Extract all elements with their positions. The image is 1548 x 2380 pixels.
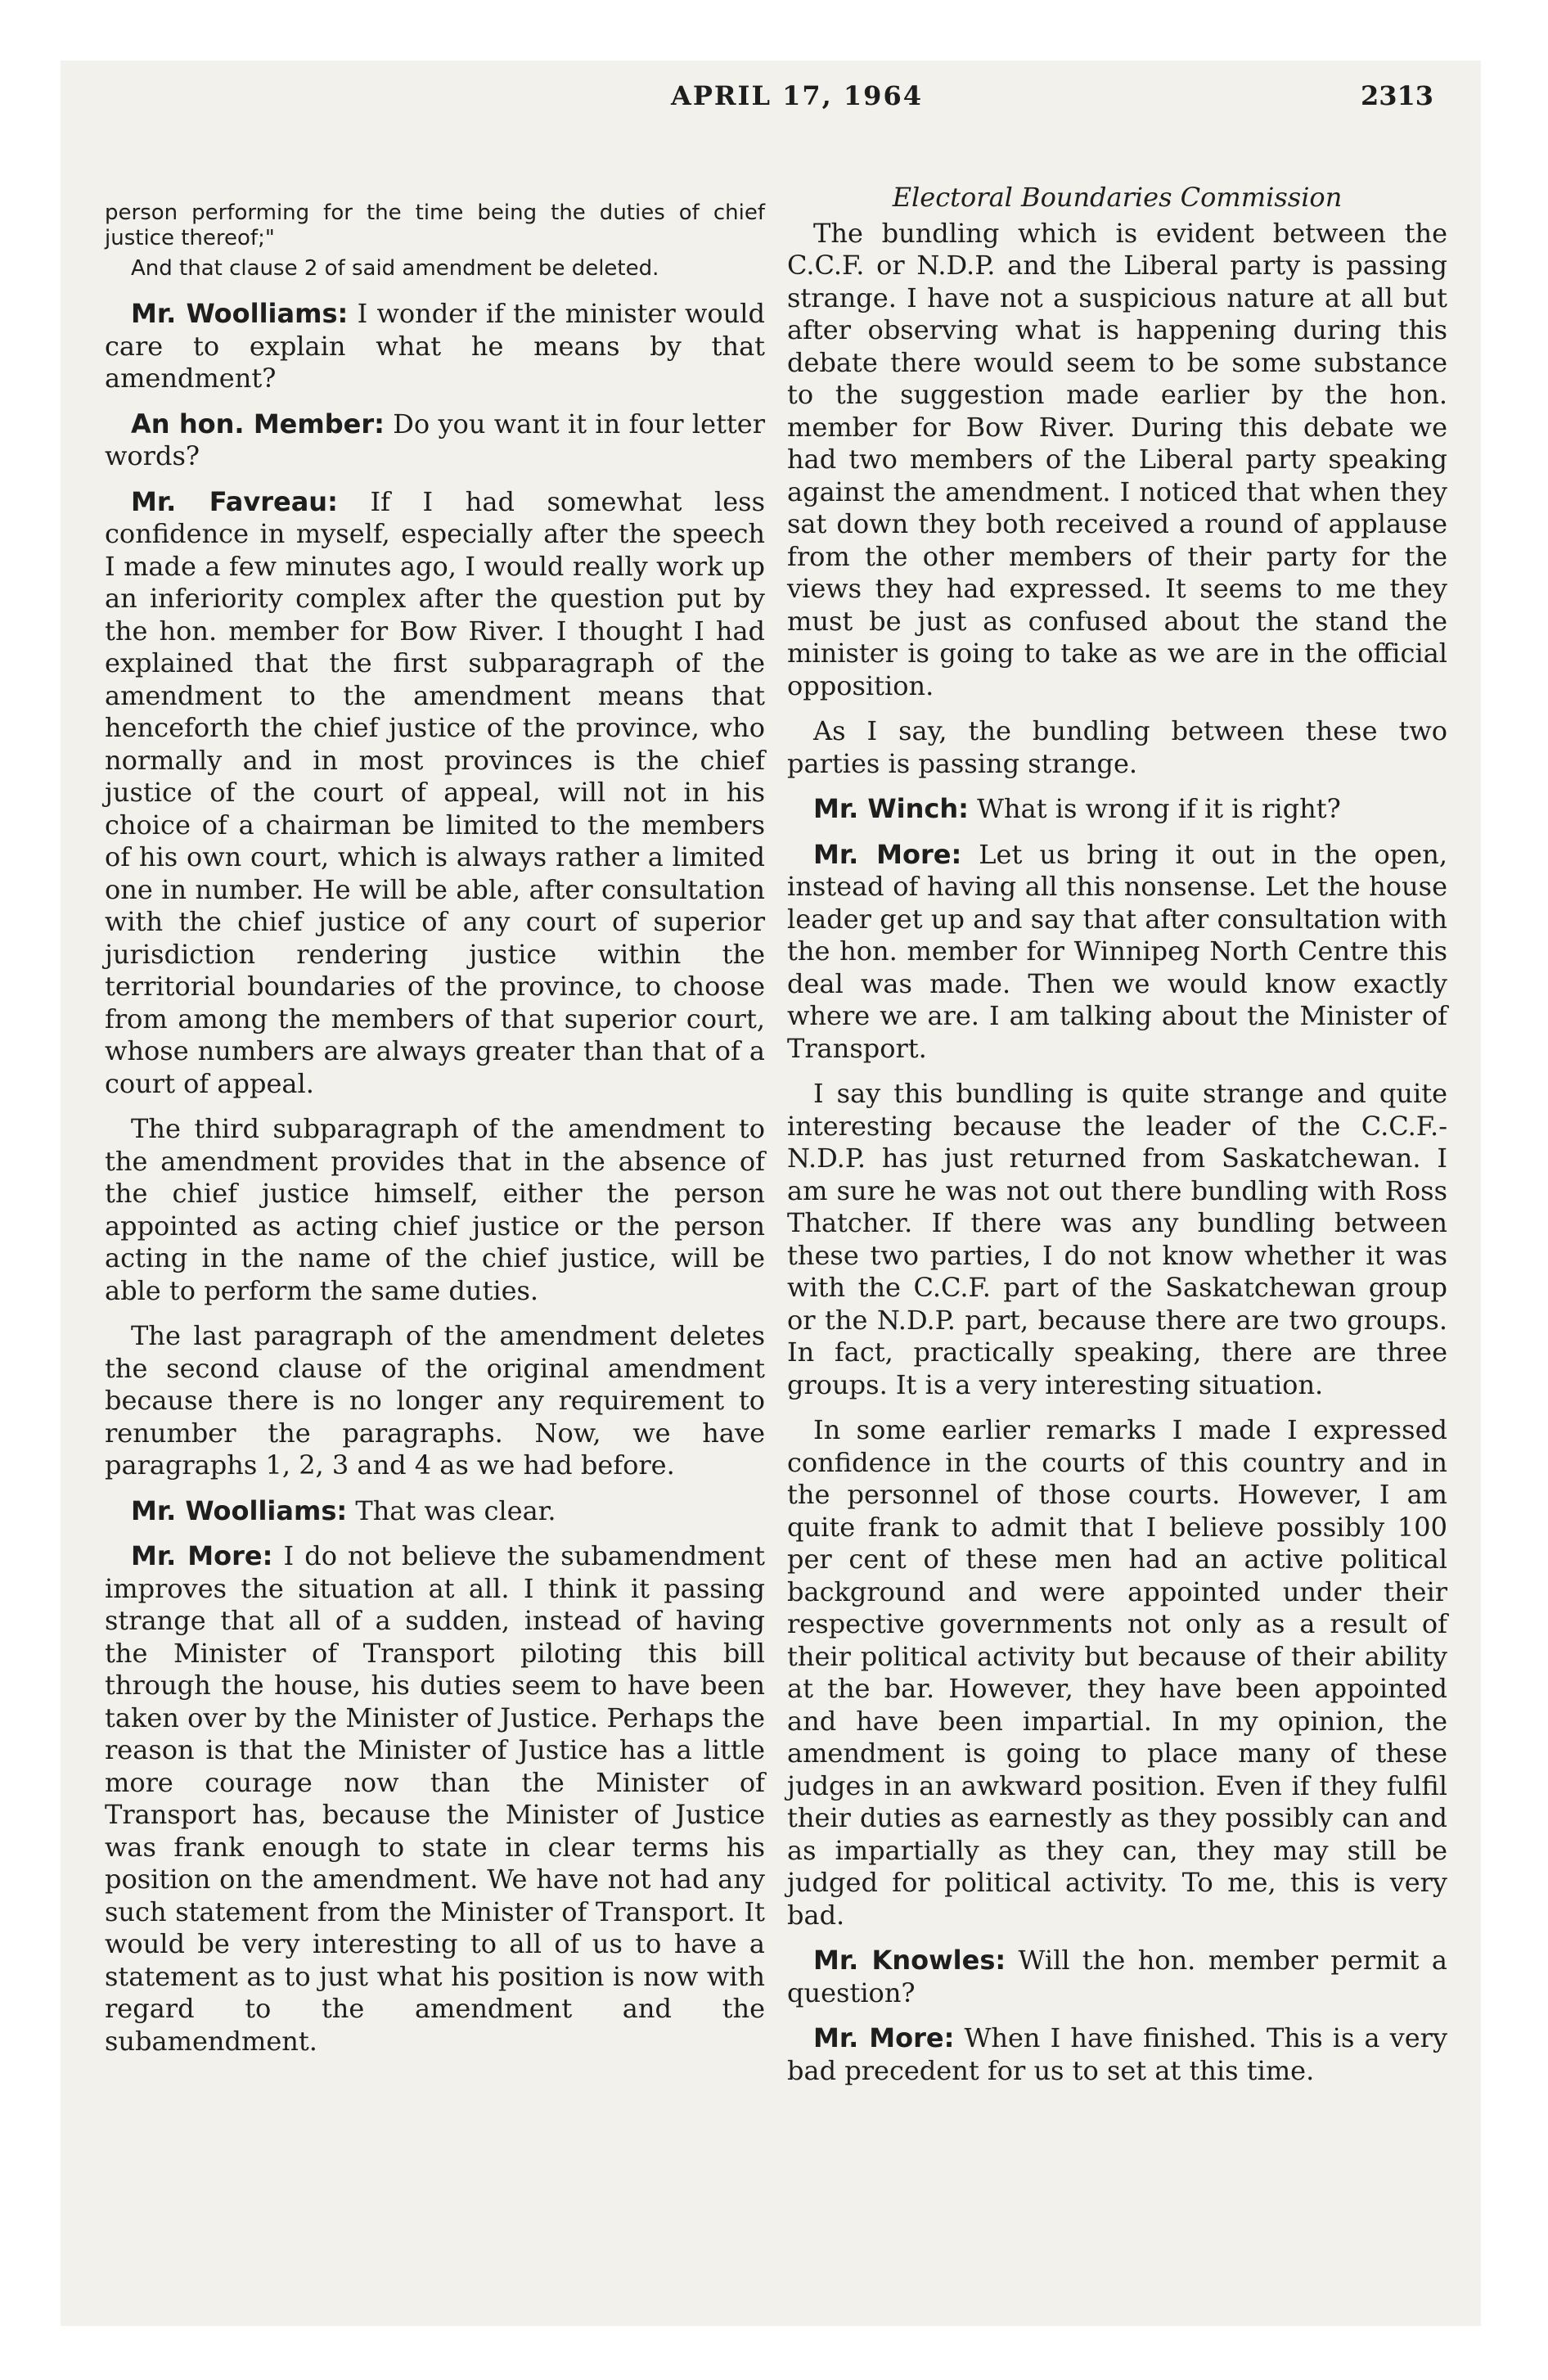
speech-text: Do you want it in four letter words?	[105, 408, 766, 471]
speaker-name: Mr. Knowles:	[813, 1945, 1006, 1976]
speaker-name: Mr. More:	[813, 2022, 955, 2053]
speech-text: Let us bring it out in the open, instead of having all this nonsense. Let the house leader get up and say that after consultation with the hon. member for Winnipeg North Centre this deal was made. Then we would know exactly where we are. I am talking about the Minister of Transport.	[787, 838, 1448, 1064]
speech-text: That was clear.	[355, 1494, 556, 1526]
speech-paragraph	[787, 839, 1447, 1066]
speech-paragraph: As I say, the bundling between these two parties is passing strange.	[787, 715, 1447, 779]
right-column	[787, 182, 1447, 2100]
speech-paragraph	[105, 1495, 765, 1528]
speech-paragraph	[787, 2022, 1447, 2087]
speech-paragraph: The third subparagraph of the amendment to the amendment provides that in the absence of the chief justice himself, either the person appointed as acting chief justice or the person acting in the name of the chief justice, will be able to perform the same duties.	[105, 1113, 765, 1306]
speaker-name: An hon. Member:	[131, 408, 385, 439]
speech-paragraph: The last paragraph of the amendment deletes the second clause of the original amendment because there is no longer any requirement to renumber the paragraphs. Now, we have paragraphs 1, 2, 3 and 4 as we had before.	[105, 1320, 765, 1481]
amendment-quote	[105, 201, 765, 282]
speaker-name: Mr. Favreau:	[131, 485, 338, 517]
speech-paragraph	[787, 793, 1447, 826]
speech-text: I wonder if the minister would care to explain what he means by that amendment?	[105, 298, 765, 394]
speech-paragraph	[787, 1945, 1447, 2009]
speaker-name: Mr. Winch:	[813, 793, 969, 824]
speech-paragraph	[105, 1540, 765, 2058]
speech-paragraph	[105, 408, 765, 473]
speech-text: If I had somewhat less confidence in myself, especially after the speech I made a few minutes ago, I would really work up an inferiority complex after the question put by the hon. member for Bow River. I thought I had explained that the first subparagraph of the amendment to the amendment means that henceforth the chief justice of the province, who normally and in most provinces is the chief justice of the court of appeal, will not in his choice of a chairman be limited to the members of his own court, which is always rather a limited one in number. He will be able, after consultation with the chief justice of any court of superior jurisdiction rendering justice within the territorial boundaries of the province, to choose from among the members of that superior court, whose numbers are always greater than that of a court of appeal.	[105, 485, 766, 1099]
left-column	[105, 201, 765, 2071]
page-number: 2313	[1360, 80, 1433, 111]
page-header	[139, 80, 1433, 129]
section-subheading: Electoral Boundaries Commission	[892, 182, 1343, 213]
speaker-name: Mr. More:	[131, 1540, 273, 1571]
speaker-name: Mr. Woolliams:	[131, 298, 349, 329]
speech-paragraph	[105, 298, 765, 395]
speech-paragraph: I say this bundling is quite strange and quite interesting because the leader of the C.C.F.-N.D.P. has just returned from Saskatchewan. I am sure he was not out there bundling with Ross Thatcher. If there was any bundling between these two parties, I do not know whether it was with the C.C.F. part of the Saskatchewan group or the N.D.P. part, because there are two groups. In fact, practically speaking, there are three groups. It is a very interesting situation.	[787, 1078, 1447, 1400]
speech-paragraph: The bundling which is evident between the C.C.F. or N.D.P. and the Liberal party is passing strange. I have not a suspicious nature at all but after observing what is happening during this debate there would seem to be some substance to the suggestion made earlier by the hon. member for Bow River. During this debate we had two members of the Liberal party speaking against the amendment. I noticed that when they sat down they both received a round of applause from the other members of their party for the views they had expressed. It seems to me they must be just as confused about the stand the minister is going to take as we are in the official opposition.	[787, 217, 1447, 701]
speech-paragraph	[105, 486, 765, 1101]
speech-text: When I have finished. This is a very bad precedent for us to set at this time.	[787, 2022, 1448, 2086]
speech-paragraph: In some earlier remarks I made I expressed confidence in the courts of this country and in the personnel of those courts. However, I am quite frank to admit that I believe possibly 100 per cent of these men had an active political background and were appointed under their respective governments not only as a result of their political activity but because of their ability at the bar. However, they have been appointed and have been impartial. In my opinion, the amendment is going to place many of these judges in an awkward position. Even if they fulfil their duties as earnestly as they possibly can and as impartially as they can, they may still be judged for political activity. To me, this is very bad.	[787, 1414, 1447, 1931]
speaker-name: Mr. More:	[813, 838, 962, 870]
quote-line: And that clause 2 of said amendment be deleted.	[131, 256, 659, 281]
speech-text: I do not believe the subamendment improves the situation at all. I think it passing strange that all of a sudden, instead of having the Minister of Transport piloting this bill through the house, his duties seem to have been taken over by the Minister of Justice. Perhaps the reason is that the Minister of Justice has a little more courage now than the Minister of Transport has, because the Minister of Justice was frank enough to state in clear terms his position on the amendment. We have not had any such statement from the Minister of Transport. It would be very interesting to all of us to have a statement as to just what his position is now with regard to the amendment and the subamendment.	[105, 1540, 766, 2057]
speech-text: Will the hon. member permit a question?	[787, 1945, 1448, 2008]
speech-text: What is wrong if it is right?	[977, 793, 1341, 824]
quote-line: person performing for the time being the duties of chief justice thereof;"	[105, 201, 765, 250]
page-date: APRIL 17, 1964	[671, 80, 923, 111]
speaker-name: Mr. Woolliams:	[131, 1494, 348, 1526]
